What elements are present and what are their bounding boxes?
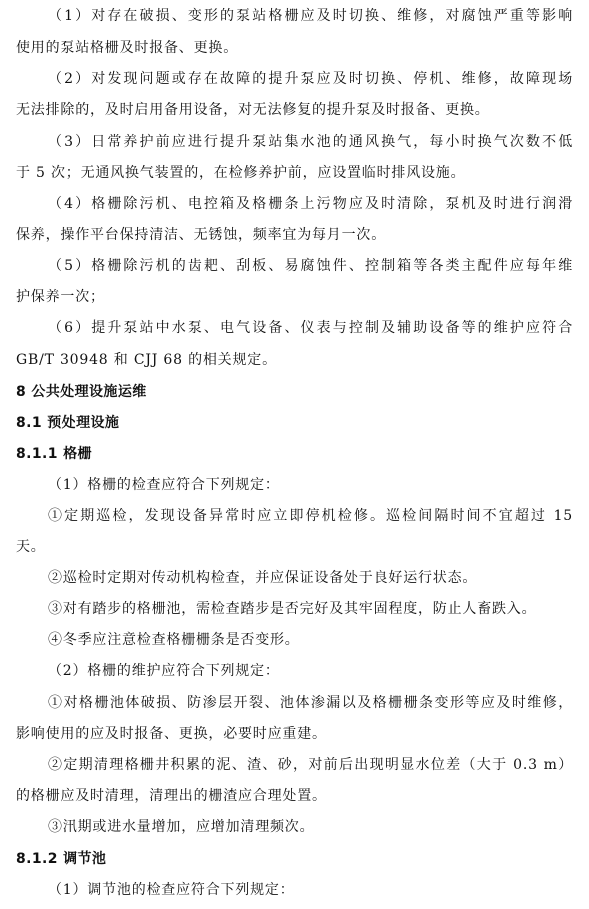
maintenance-item-2-line-1: ②定期清理格栅井积累的泥、渣、砂，对前后出现明显水位差（大于 0.3 m） — [48, 757, 573, 773]
inspection-item-1-line-1: ①定期巡检，发现设备异常时应立即停机检修。巡检间隔时间不宜超过 15 — [48, 508, 573, 524]
paragraph-3-line-2: 于 5 次；无通风换气装置的，在检修养护前，应设置临时排风设施。 — [16, 165, 466, 181]
maintenance-item-1-line-2: 影响使用的应及时报备、更换，必要时应重建。 — [16, 726, 327, 742]
section-8-1-2-heading: 8.1.2 调节池 — [16, 851, 107, 867]
paragraph-5-line-1: （5）格栅除污机的齿耙、刮板、易腐蚀件、控制箱等各类主配件应每年维 — [48, 258, 573, 274]
maintenance-item-1-line-1: ①对格栅池体破损、防渗层开裂、池体渗漏以及格栅栅条变形等应及时维修， — [48, 695, 573, 711]
paragraph-1-line-2: 使用的泵站格栅及时报备、更换。 — [16, 40, 238, 56]
paragraph-3-line-1: （3）日常养护前应进行提升泵站集水池的通风换气，每小时换气次数不低 — [48, 134, 573, 150]
paragraph-1-line-1: （1）对存在破损、变形的泵站格栅应及时切换、维修，对腐蚀严重等影响 — [48, 8, 573, 24]
maintenance-item-3: ③汛期或进水量增加，应增加清理频次。 — [48, 819, 315, 835]
inspection-item-2: ②巡检时定期对传动机构检查，并应保证设备处于良好运行状态。 — [48, 570, 478, 586]
section-8-heading: 8 公共处理设施运维 — [16, 384, 147, 400]
paragraph-4-line-1: （4）格栅除污机、电控箱及格栅条上污物应及时清除，泵机及时进行润滑 — [48, 196, 573, 212]
paragraph-2-line-2: 无法排除的，及时启用备用设备，对无法修复的提升泵及时报备、更换。 — [16, 102, 490, 118]
paragraph-6-line-1: （6）提升泵站中水泵、电气设备、仪表与控制及辅助设备等的维护应符合 — [48, 320, 573, 336]
section-8-1-heading: 8.1 预处理设施 — [16, 415, 120, 431]
maintenance-item-2-line-2: 的格栅应及时清理，清理出的栅渣应合理处置。 — [16, 788, 327, 804]
inspection-item-4: ④冬季应注意检查格栅栅条是否变形。 — [48, 632, 300, 648]
paragraph-6-line-2: GB/T 30948 和 CJJ 68 的相关规定。 — [16, 352, 277, 368]
paragraph-4-line-2: 保养，操作平台保持清洁、无锈蚀，频率宜为每月一次。 — [16, 227, 386, 243]
paragraph-5-line-2: 护保养一次； — [16, 289, 105, 305]
paragraph-2-line-1: （2）对发现问题或存在故障的提升泵应及时切换、停机、维修，故障现场 — [48, 71, 573, 87]
regulating-tank-inspection-intro: （1）调节池的检查应符合下列规定： — [48, 882, 295, 898]
grille-inspection-intro: （1）格栅的检查应符合下列规定： — [48, 477, 280, 493]
inspection-item-3: ③对有踏步的格栅池，需检查踏步是否完好及其牢固程度，防止人畜跌入。 — [48, 601, 537, 617]
grille-maintenance-intro: （2）格栅的维护应符合下列规定： — [48, 663, 280, 679]
section-8-1-1-heading: 8.1.1 格栅 — [16, 446, 92, 462]
inspection-item-1-line-2: 天。 — [16, 539, 46, 555]
